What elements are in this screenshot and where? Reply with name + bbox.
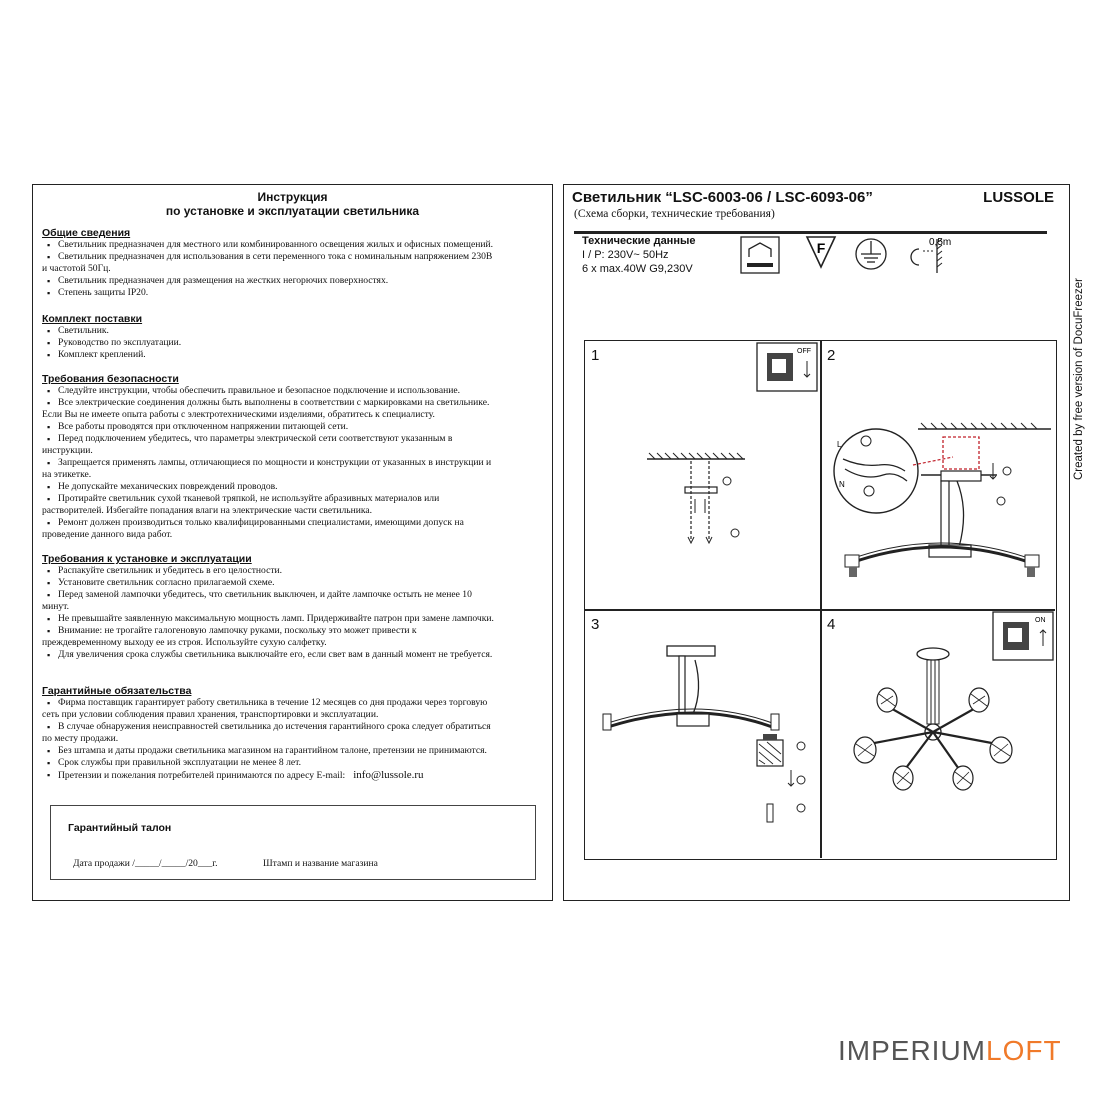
list-item: минут. bbox=[42, 601, 70, 612]
list-item: ▪ Протирайте светильник сухой тканевой тряпкой, не используйте абразивных материалов или bbox=[42, 493, 540, 505]
step-2-cell bbox=[821, 341, 1056, 609]
divider bbox=[574, 231, 1047, 234]
spec-lamps: 6 x max.40W G9,230V bbox=[582, 263, 693, 275]
list-item: ▪ Светильник. bbox=[42, 325, 540, 337]
f-mark-icon bbox=[807, 237, 835, 267]
step-4-drawing bbox=[821, 610, 1056, 858]
list-item: ▪ Комплект креплений. bbox=[42, 349, 540, 361]
list-item bbox=[42, 769, 540, 782]
safety-symbols bbox=[739, 235, 979, 277]
section-warranty bbox=[42, 685, 540, 782]
step-3-drawing bbox=[585, 610, 820, 858]
warranty-card-title: Гарантийный талон bbox=[68, 822, 172, 834]
power-switch-off-icon bbox=[757, 343, 817, 391]
docufreezer-watermark: Created by free version of DocuFreezer bbox=[1073, 278, 1085, 480]
specs-heading: Технические данные bbox=[582, 235, 696, 247]
list-item: ▪ Не допускайте механических повреждений проводов. bbox=[42, 481, 540, 493]
step-2-drawing bbox=[821, 341, 1056, 609]
svg-text:ON: ON bbox=[1035, 617, 1046, 624]
list-item: ▪ Распакуйте светильник и убедитесь в его целостности. bbox=[42, 565, 540, 577]
list-item: ▪ Руководство по эксплуатации. bbox=[42, 337, 540, 349]
spec-power: I / P: 230V~ 50Hz bbox=[582, 249, 669, 261]
svg-text:N: N bbox=[839, 480, 845, 489]
step-number: 3 bbox=[591, 616, 600, 633]
assembly-diagram bbox=[584, 340, 1057, 860]
list-item: ▪ Внимание: не трогайте галогеновую лампочку руками, поскольку это может привести к bbox=[42, 625, 540, 637]
section-heading: Общие сведения bbox=[42, 227, 131, 239]
step-number: 4 bbox=[827, 616, 836, 633]
section-heading: Гарантийные обязательства bbox=[42, 685, 192, 697]
section-safety bbox=[42, 373, 540, 541]
list-item: инструкции. bbox=[42, 445, 93, 456]
instruction-panel bbox=[32, 184, 553, 901]
list-item: ▪ Срок службы при правильной эксплуатации не менее 8 лет. bbox=[42, 757, 540, 769]
list-item: ▪ Ремонт должен производиться только квалифицированными специалистами, имеющими допуск на bbox=[42, 517, 540, 529]
list-item: сеть при условии соблюдения правил хранения, транспортировки и эксплуатации. bbox=[42, 709, 379, 720]
ground-icon bbox=[856, 239, 886, 269]
list-item: проведение данного вида работ. bbox=[42, 529, 173, 540]
list-item: преждевременному выходу ее из строя. Используйте сухую салфетку. bbox=[42, 637, 327, 648]
section-heading: Требования безопасности bbox=[42, 373, 179, 385]
list-item: ▪ Перед подключением убедитесь, что параметры электрической сети соответствуют указанным в bbox=[42, 433, 540, 445]
ceiling-mount-drawing bbox=[647, 453, 745, 543]
section-heading: Требования к установке и эксплуатации bbox=[42, 553, 252, 565]
sale-date-field: Дата продажи /_____/_____/20___г. bbox=[73, 858, 218, 869]
list-item: ▪ Светильник предназначен для местного или комбинированного освещения жилых и офисных помещений. bbox=[42, 239, 540, 251]
email-link[interactable]: info@lussole.ru bbox=[353, 769, 424, 781]
power-switch-on-icon bbox=[993, 612, 1053, 660]
instruction-subtitle: по установке и эксплуатации светильника bbox=[165, 204, 420, 218]
section-heading: Комплект поставки bbox=[42, 313, 143, 325]
list-item: ▪ Запрещается применять лампы, отличающиеся по мощности и конструкции от указанных в инструкции и bbox=[42, 457, 540, 469]
step-1-cell bbox=[585, 341, 820, 609]
lamp-shade-drawing bbox=[757, 734, 783, 766]
step-number: 1 bbox=[591, 347, 600, 364]
section-package bbox=[42, 313, 540, 361]
step-1-drawing bbox=[585, 341, 820, 609]
svg-text:F: F bbox=[816, 240, 826, 256]
step-4-cell bbox=[821, 610, 1056, 858]
wiring-detail-icon bbox=[834, 429, 918, 513]
list-item: ▪ Светильник предназначен для размещения на жестких негорючих поверхностях. bbox=[42, 275, 540, 287]
svg-text:0,5m: 0,5m bbox=[929, 237, 952, 248]
imperiumloft-logo bbox=[838, 1035, 1062, 1067]
store-stamp-field: Штамп и название магазина bbox=[263, 858, 378, 869]
list-item: и частотой 50Гц. bbox=[42, 263, 111, 274]
list-item: ▪ Без штампа и даты продажи светильника магазином на гарантийном талоне, претензии не принимаются. bbox=[42, 745, 540, 757]
list-item: ▪ Степень защиты IP20. bbox=[42, 287, 540, 299]
list-item: ▪ Все работы проводятся при отключенном напряжении питающей сети. bbox=[42, 421, 540, 433]
section-installation bbox=[42, 553, 540, 661]
list-item: растворителей. Избегайте попадания влаги на электрические части светильника. bbox=[42, 505, 373, 516]
list-item: ▪ Не превышайте заявленную максимальную мощность ламп. Придерживайте патрон при замене лампочки. bbox=[42, 613, 540, 625]
indoor-use-icon bbox=[741, 237, 779, 273]
logo-part-1: IMPERIUM bbox=[838, 1035, 986, 1066]
logo-part-2: LOFT bbox=[986, 1035, 1062, 1066]
list-item: ▪ Перед заменой лампочки убедитесь, что светильник выключен, и дайте лампочке остыть не менее 10 bbox=[42, 589, 540, 601]
brand-name: LUSSOLE bbox=[983, 189, 1054, 206]
distance-icon bbox=[911, 237, 951, 273]
list-item: ▪ Установите светильник согласно прилагаемой схеме. bbox=[42, 577, 540, 589]
section-general bbox=[42, 227, 540, 299]
list-item: ▪ Фирма поставщик гарантирует работу светильника в течение 12 месяцев со дня продажи через торговую bbox=[42, 697, 540, 709]
list-item: по месту продажи. bbox=[42, 733, 119, 744]
warranty-card bbox=[50, 805, 536, 880]
list-item: Если Вы не имеете опыта работы с электротехническими изделиями, обратитесь к специалисту. bbox=[42, 409, 435, 420]
list-item: ▪ Все электрические соединения должны быть выполнены в соответствии с маркировками на светильнике. bbox=[42, 397, 540, 409]
contact-text: Претензии и пожелания потребителей принимаются по адресу E-mail: bbox=[58, 770, 346, 781]
product-title: Светильник “LSC-6003-06 / LSC-6093-06” bbox=[572, 189, 873, 206]
list-item: ▪ Для увеличения срока службы светильника выключайте его, если свет вам в данный момент не требуется. bbox=[42, 649, 540, 661]
list-item: ▪ В случае обнаружения неисправностей светильника до истечения гарантийного срока следует обратиться bbox=[42, 721, 540, 733]
step-number: 2 bbox=[827, 347, 836, 364]
list-item: на этикетке. bbox=[42, 469, 92, 480]
product-subtitle: (Схема сборки, технические требования) bbox=[574, 208, 775, 220]
list-item: ▪ Светильник предназначен для использования в сети переменного тока с номинальным напряжением 230В bbox=[42, 251, 540, 263]
product-panel bbox=[563, 184, 1070, 901]
step-3-cell bbox=[585, 610, 820, 858]
svg-text:L: L bbox=[837, 440, 842, 449]
svg-text:OFF: OFF bbox=[797, 348, 811, 355]
list-item: ▪ Следуйте инструкции, чтобы обеспечить правильное и безопасное подключение и использование. bbox=[42, 385, 540, 397]
instruction-title: Инструкция bbox=[257, 190, 328, 204]
